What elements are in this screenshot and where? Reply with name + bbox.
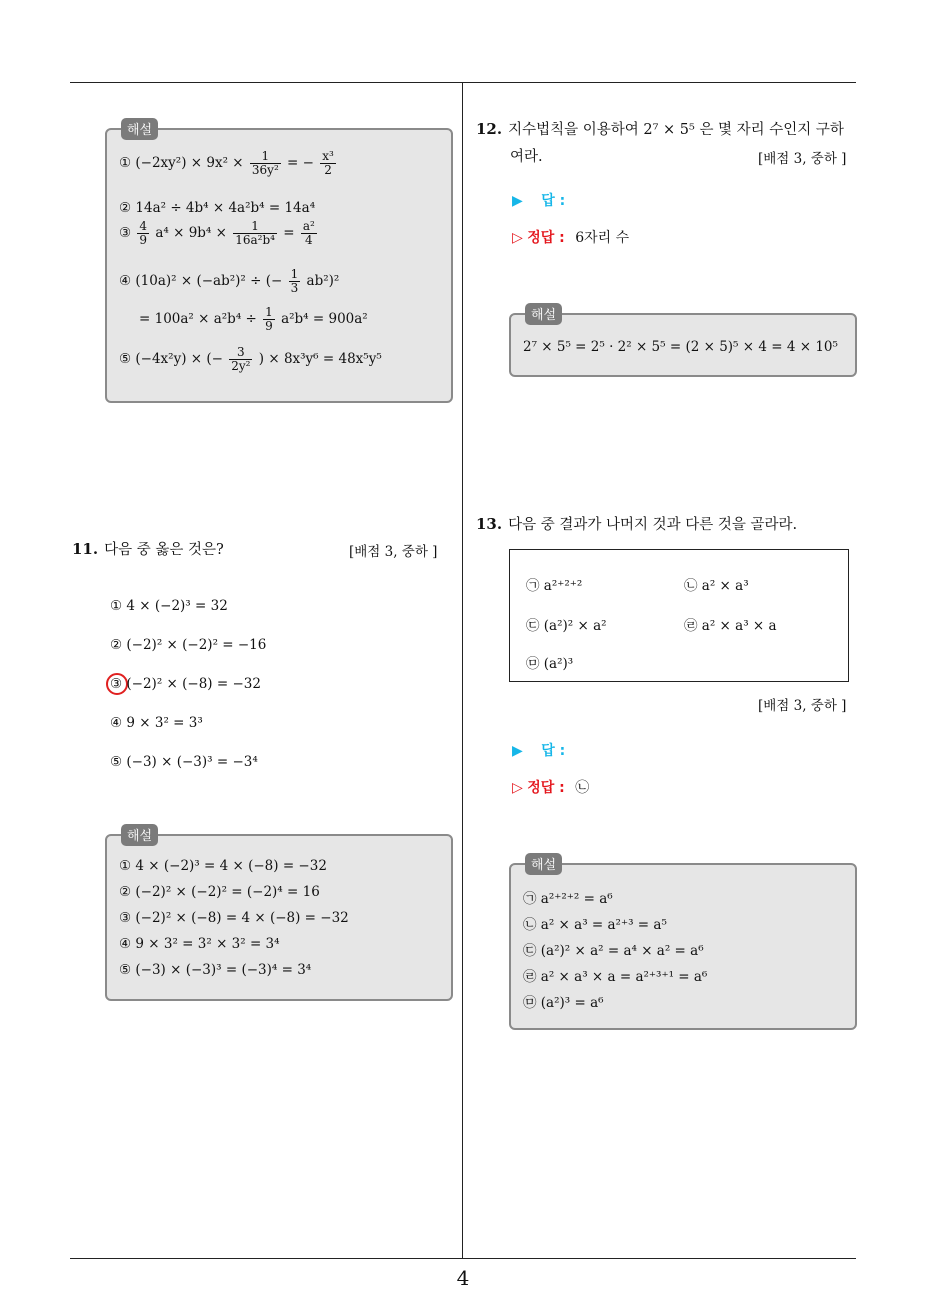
q12-correct-row [512,227,629,247]
q13-sol-line-3: ㉢ (a²)² × a² = a⁴ × a² = a⁶ [523,943,704,959]
solution-tag: 해설 [121,118,158,140]
q13-choice-5[interactable]: ㉤ (a²)³ [526,656,574,672]
solution-tag: 해설 [525,303,562,325]
q12-correct-value: 6자리 수 [575,230,630,246]
q13-choice-4[interactable]: ㉣ a² × a³ × a [684,618,777,634]
q13-text: 다음 중 결과가 나머지 것과 다른 것을 골라라. [508,517,798,533]
q11-score: [배점 3, 중하 ] [349,544,438,560]
q11-text: 다음 중 옳은 것은? [104,542,224,558]
q13-sol-line-5: ㉤ (a²)³ = a⁶ [523,995,604,1011]
solution-tag: 해설 [525,853,562,875]
q11-choice-1[interactable]: ① 4 × (−2)³ = 32 [110,598,228,614]
q12-text-2: 여라. [510,149,543,165]
q13-sol-line-4: ㉣ a² × a³ × a = a²⁺³⁺¹ = a⁶ [523,969,708,985]
q13-correct-row [512,777,589,797]
q13-title [476,513,797,534]
q13-solution-box [509,858,857,1030]
q13-correct-label: 정답 : [527,780,565,796]
q13-answer-row[interactable] [512,740,565,760]
q12-answer-label: 답 : [541,193,566,209]
q13-choice-1[interactable]: ㉠ a²⁺²⁺² [526,578,583,594]
q12-correct-label: 정답 : [527,230,565,246]
q11-choice-3[interactable]: ③ (−2)² × (−8) = −32 [110,676,261,692]
solution-tag: 해설 [121,824,158,846]
page-number: 4 [456,1266,470,1290]
q12-title [476,118,844,139]
q13-sol-line-2: ㉡ a² × a³ = a²⁺³ = a⁵ [523,917,667,933]
q12-solution-box [509,308,857,377]
q10-sol-line-4: ④ (10a)² × (−ab²)² ÷ (− $\frac{1}{3}$ ab²)² [119,267,340,296]
q10-sol-line-6: ⑤ (−4x²y) × (− $\frac{3}{\text{2y²}}$ ) × 8x³y⁶ = 48x⁵y⁵ [119,345,382,374]
q11-sol-line-4: ④ 9 × 3² = 3² × 3² = 3⁴ [119,936,280,952]
q10-sol-line-3: ③ $\frac{4}{9}$ a⁴ × 9b⁴ × $\frac{1}{\text{16a²b⁴}}$ = $\frac{\text{a²}}{4}$ [119,219,315,248]
q10-sol-line-5: = 100a² × a²b⁴ ÷ $\frac{1}{9}$ a²b⁴ = 900a² [139,305,368,334]
q11-choice-2[interactable]: ② (−2)² × (−2)² = −16 [110,637,267,653]
q12-text-1: 지수법칙을 이용하여 2⁷ × 5⁵ 은 몇 자리 수인지 구하 [508,122,844,138]
q10-solution-box [105,123,453,403]
q11-title [72,538,224,559]
q13-answer-label: 답 : [541,743,566,759]
q11-solution-box [105,829,453,1001]
q11-sol-line-5: ⑤ (−3) × (−3)³ = (−3)⁴ = 3⁴ [119,962,312,978]
q13-number: 13. [476,515,503,533]
outline-arrow-icon: ▷ [512,780,523,796]
q12-number: 12. [476,120,503,138]
play-arrow-icon: ▶ [512,743,523,759]
q13-correct-value: ㉡ [575,780,590,796]
q13-choice-2[interactable]: ㉡ a² × a³ [684,578,749,594]
q10-sol-line-1: ① (−2xy²) × 9x² × $\frac{1}{\text{36y²}}$ = − $\frac{\text{x³}}{2}$ [119,149,334,178]
outline-arrow-icon: ▷ [512,230,523,246]
q13-choice-box [509,549,849,682]
top-rule [70,82,856,83]
q11-choice-4[interactable]: ④ 9 × 3² = 3³ [110,715,203,731]
q12-answer-row[interactable] [512,190,565,210]
q13-sol-line-1: ㉠ a²⁺²⁺² = a⁶ [523,891,613,907]
q13-choice-3[interactable]: ㉢ (a²)² × a² [526,618,607,634]
column-divider [462,83,463,1258]
bottom-rule [70,1258,856,1259]
q11-sol-line-3: ③ (−2)² × (−8) = 4 × (−8) = −32 [119,910,349,926]
q11-number: 11. [72,540,99,558]
q10-sol-line-2: ② 14a² ÷ 4b⁴ × 4a²b⁴ = 14a⁴ [119,200,316,216]
play-arrow-icon: ▶ [512,193,523,209]
q13-score: [배점 3, 중하 ] [758,698,847,714]
q12-score: [배점 3, 중하 ] [758,151,847,167]
q11-sol-line-2: ② (−2)² × (−2)² = (−2)⁴ = 16 [119,884,320,900]
q11-choice-5[interactable]: ⑤ (−3) × (−3)³ = −3⁴ [110,754,258,770]
q11-sol-line-1: ① 4 × (−2)³ = 4 × (−8) = −32 [119,858,327,874]
q12-sol-line: 2⁷ × 5⁵ = 2⁵ · 2² × 5⁵ = (2 × 5)⁵ × 4 = 4 × 10⁵ [523,339,838,355]
